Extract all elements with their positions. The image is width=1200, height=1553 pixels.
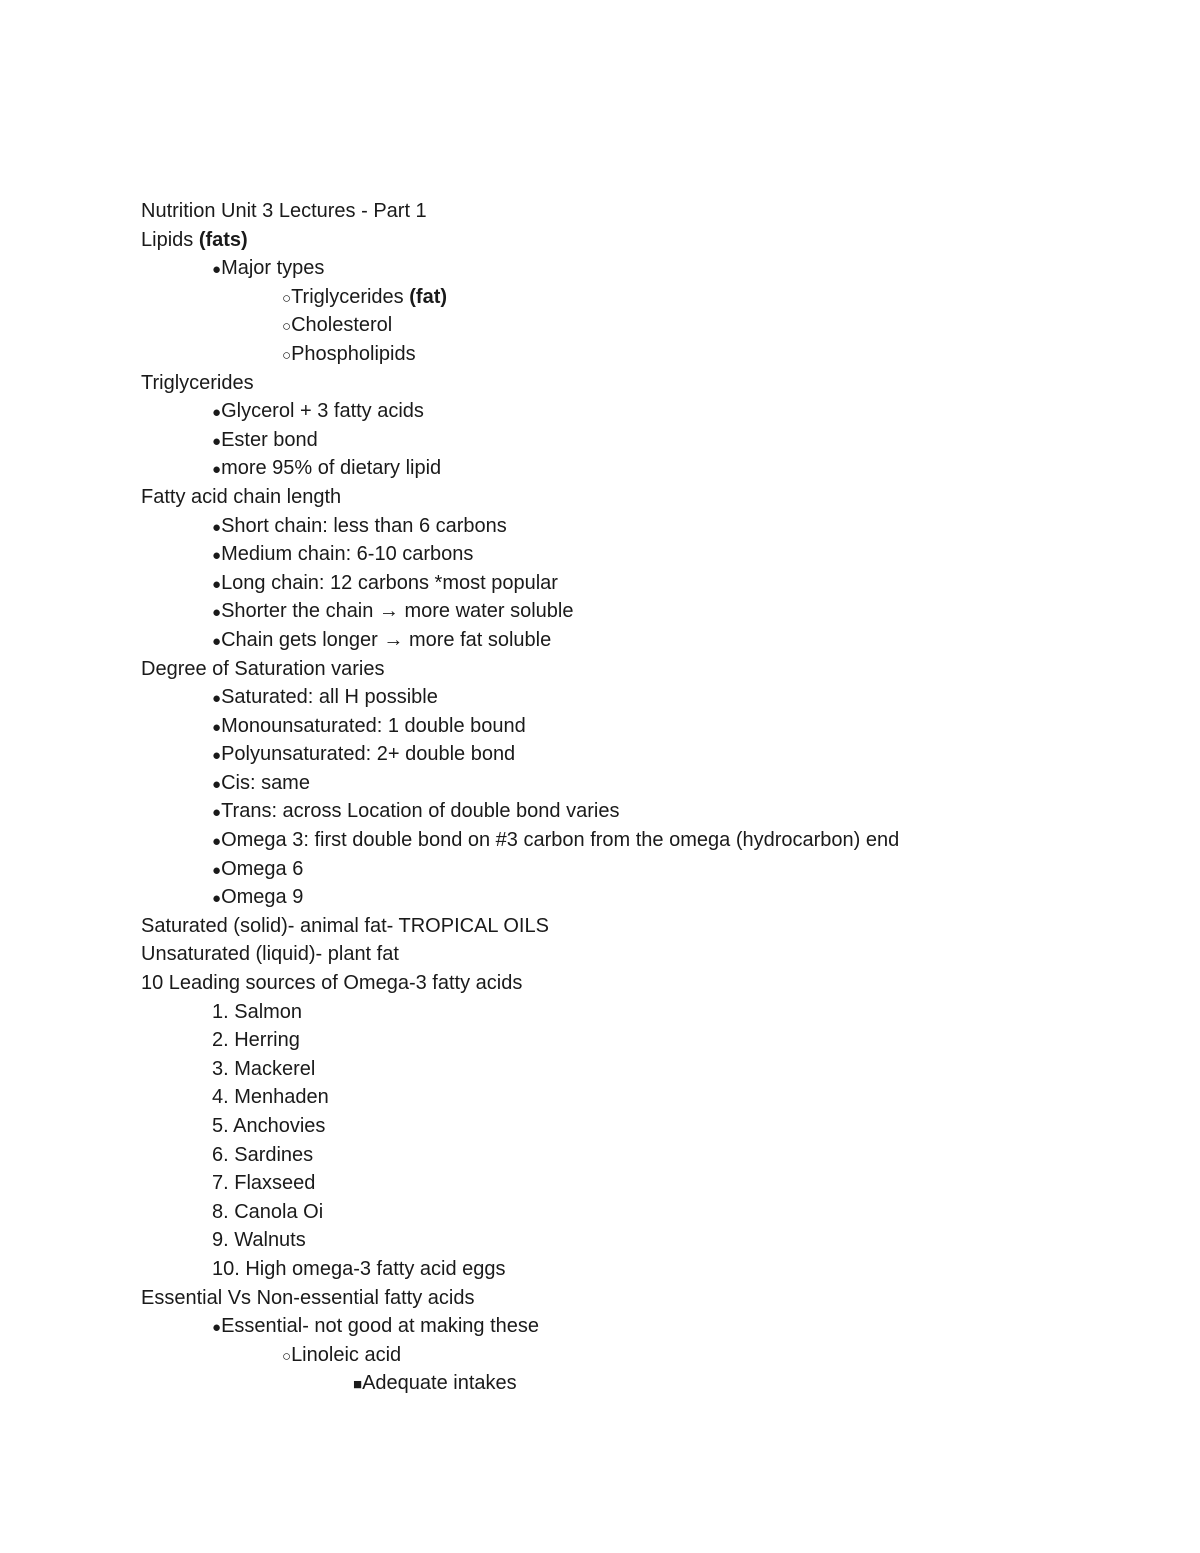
list-item-text: 3. Mackerel — [212, 1057, 316, 1080]
line-text: Unsaturated (liquid)- plant fat — [141, 943, 399, 966]
heading-text: Degree of Saturation varies — [141, 657, 385, 680]
numbered-list-item — [141, 1226, 1141, 1255]
bullet-icon: ● — [212, 804, 222, 822]
bullet-icon: ● — [212, 261, 222, 279]
list-item — [141, 626, 1141, 655]
list-item-text: Phospholipids — [291, 342, 416, 365]
list-item — [141, 1341, 1141, 1370]
list-item — [141, 740, 1141, 769]
bullet-icon: ● — [212, 547, 222, 565]
list-item-text: Short chain: less than 6 carbons — [221, 514, 507, 537]
bullet-icon: ● — [212, 775, 222, 793]
bullet-icon: ● — [212, 461, 222, 479]
unsaturated-liquid-line — [141, 940, 1141, 969]
list-item — [141, 569, 1141, 598]
list-item-text: more 95% of dietary lipid — [221, 457, 442, 480]
numbered-list-item — [141, 1083, 1141, 1112]
list-item-text: Glycerol + 3 fatty acids — [221, 400, 424, 423]
heading-essential — [141, 1284, 1141, 1313]
bullet-icon: ● — [212, 432, 222, 450]
list-item-text: Triglycerides — [291, 285, 404, 308]
list-item — [141, 855, 1141, 884]
bullet-icon: ● — [212, 1319, 222, 1337]
bullet-icon: ● — [212, 690, 222, 708]
numbered-list-item — [141, 1141, 1141, 1170]
bullet-icon: ● — [212, 718, 222, 736]
list-item-text: Shorter the chain → more water soluble — [221, 600, 574, 623]
list-item — [141, 883, 1141, 912]
list-item-text: Omega 9 — [221, 886, 304, 909]
heading-triglycerides — [141, 369, 1141, 398]
list-item — [141, 512, 1141, 541]
list-item-bold-text: (fat) — [409, 285, 448, 308]
list-item-text: Ester bond — [221, 428, 318, 451]
hollow-bullet-icon: ○ — [282, 1347, 292, 1365]
heading-text: Lipids — [141, 228, 194, 251]
list-item-text: Polyunsaturated: 2+ double bond — [221, 743, 516, 766]
numbered-list-item — [141, 1255, 1141, 1284]
list-item-text: Omega 3: first double bond on #3 carbon from the omega (hydrocarbon) end — [221, 829, 900, 852]
bullet-icon: ● — [212, 890, 222, 908]
list-item-text: 9. Walnuts — [212, 1229, 306, 1252]
list-item-text: Monounsaturated: 1 double bound — [221, 714, 526, 737]
list-item-text: Adequate intakes — [362, 1372, 517, 1395]
heading-saturation — [141, 655, 1141, 684]
list-item — [141, 540, 1141, 569]
list-item — [141, 340, 1141, 369]
bullet-icon: ● — [212, 404, 222, 422]
list-item-text: 5. Anchovies — [212, 1115, 326, 1137]
list-item — [141, 254, 1141, 283]
list-item-text: 10. High omega-3 fatty acid eggs — [212, 1257, 506, 1280]
numbered-list-item — [141, 1169, 1141, 1198]
document-title — [141, 197, 1141, 226]
list-item-text: Linoleic acid — [291, 1343, 402, 1366]
list-item-text: 8. Canola Oi — [212, 1200, 324, 1223]
numbered-list-item — [141, 1026, 1141, 1055]
list-item-text: Cholesterol — [291, 314, 393, 337]
saturated-solid-line — [141, 912, 1141, 941]
title-text: Nutrition Unit 3 Lectures - Part 1 — [141, 200, 427, 222]
heading-chain-length — [141, 483, 1141, 512]
list-item-text: Essential- not good at making these — [221, 1315, 540, 1338]
document-body — [141, 197, 1141, 1398]
bullet-icon: ● — [212, 861, 222, 879]
bullet-icon: ● — [212, 632, 222, 650]
list-item-text: Medium chain: 6-10 carbons — [221, 543, 474, 566]
heading-lipids — [141, 226, 1141, 255]
bullet-icon: ● — [212, 833, 222, 851]
list-item-text: Chain gets longer → more fat soluble — [221, 628, 552, 651]
bullet-icon: ● — [212, 575, 222, 593]
list-item-text: Omega 6 — [221, 857, 304, 880]
heading-text: Fatty acid chain length — [141, 485, 342, 508]
list-item-text: Major types — [221, 257, 325, 280]
list-item — [141, 454, 1141, 483]
list-item-text: Trans: across Location of double bond varies — [221, 800, 620, 823]
list-item-text: Saturated: all H possible — [221, 686, 438, 709]
heading-text: Essential Vs Non-essential fatty acids — [141, 1286, 475, 1309]
list-item — [141, 397, 1141, 426]
list-item — [141, 1312, 1141, 1341]
list-item — [141, 426, 1141, 455]
list-item-text: 4. Menhaden — [212, 1086, 329, 1109]
numbered-list-item — [141, 1198, 1141, 1227]
list-item — [141, 311, 1141, 340]
list-item-text: 1. Salmon — [212, 1000, 303, 1023]
hollow-bullet-icon: ○ — [282, 346, 292, 364]
numbered-list-item — [141, 1055, 1141, 1084]
list-item — [141, 797, 1141, 826]
heading-text: Triglycerides — [141, 371, 254, 394]
list-item — [141, 769, 1141, 798]
numbered-list-item — [141, 1112, 1141, 1141]
list-item — [141, 826, 1141, 855]
bullet-icon: ● — [212, 747, 222, 765]
hollow-bullet-icon: ○ — [282, 289, 292, 307]
list-item-text: 6. Sardines — [212, 1143, 314, 1166]
list-item-text: 7. Flaxseed — [212, 1172, 316, 1195]
list-item — [141, 283, 1141, 312]
heading-bold-text: (fats) — [198, 228, 248, 251]
list-item — [141, 712, 1141, 741]
hollow-bullet-icon: ○ — [282, 318, 292, 336]
list-item — [141, 683, 1141, 712]
line-text: Saturated (solid)- animal fat- TROPICAL OILS — [141, 914, 549, 937]
heading-text: 10 Leading sources of Omega-3 fatty acids — [141, 972, 523, 995]
square-bullet-icon: ■ — [353, 1376, 363, 1394]
list-item — [141, 1369, 1141, 1398]
list-item-text: Long chain: 12 carbons *most popular — [221, 571, 558, 594]
numbered-list-item — [141, 998, 1141, 1027]
bullet-icon: ● — [212, 604, 222, 622]
list-item — [141, 597, 1141, 626]
list-item-text: Cis: same — [221, 771, 310, 794]
heading-omega3-sources — [141, 969, 1141, 998]
bullet-icon: ● — [212, 518, 222, 536]
list-item-text: 2. Herring — [212, 1029, 300, 1052]
